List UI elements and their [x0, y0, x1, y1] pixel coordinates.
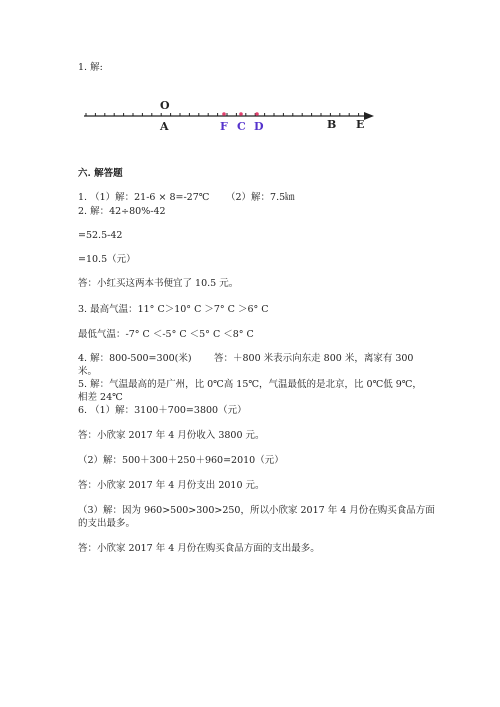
answer-2: 2. 解：42÷80%-42 [78, 206, 166, 217]
answer-6-3b: 的支出最多。 [78, 518, 136, 529]
answer-2-conclusion: 答：小红买这两本书便宜了 10.5 元。 [78, 278, 239, 289]
answer-5a: 5. 解：气温最高的是广州，比 0℃高 15℃，气温最低的是北京，比 0℃低 9℃， [78, 379, 422, 390]
number-line-marker [222, 112, 226, 116]
number-line-markers [222, 112, 259, 116]
answer-6-3a: （3）解：因为 960>500>300>250，所以小欣家 2017 年 4 月份在购买食品方面 [78, 505, 435, 516]
answer-3-high: 3. 最高气温：11° C＞10° C ＞7° C ＞6° C [78, 304, 269, 315]
origin-label: O [160, 99, 170, 112]
answer-2-step1: =52.5-42 [78, 230, 123, 241]
answer-5b: 相差 24℃ [78, 392, 123, 403]
q1-label: 1. 解: [78, 62, 103, 73]
answer-6-2-conclusion: 答：小欣家 2017 年 4 月份支出 2010 元。 [78, 480, 265, 491]
answer-1a: 1. （1）解：21-6 × 8=-27℃ [78, 192, 210, 203]
point-label-e: E [356, 118, 365, 131]
answer-6-1-conclusion: 答：小欣家 2017 年 4 月份收入 3800 元。 [78, 430, 265, 441]
point-label-d: D [254, 120, 264, 133]
point-label-a: A [160, 120, 169, 133]
answer-4b: 答：＋800 米表示向东走 800 米，离家有 300 [214, 353, 414, 364]
answer-3-low: 最低气温：-7° C ＜-5° C ＜5° C ＜8° C [78, 329, 254, 340]
answer-4c: 米。 [78, 366, 98, 377]
answer-6-2: （2）解：500＋300＋250＋960=2010（元） [78, 455, 284, 466]
section-title: 六. 解答题 [78, 168, 123, 179]
answer-6-1: 6. （1）解：3100＋700=3800（元） [78, 405, 247, 416]
point-label-f: F [220, 120, 228, 133]
answer-2-step2: =10.5（元） [78, 254, 136, 265]
point-label-c: C [237, 120, 246, 133]
point-label-b: B [327, 118, 337, 131]
number-line-arrow [364, 112, 374, 120]
number-line-marker [255, 112, 259, 116]
answer-4a: 4. 解：800-500=300(米) [78, 353, 192, 364]
answer-6-3-conclusion: 答：小欣家 2017 年 4 月份在购买食品方面的支出最多。 [78, 543, 320, 554]
answer-1b: （2）解：7.5㎞ [226, 192, 295, 203]
number-line-marker [239, 112, 243, 116]
